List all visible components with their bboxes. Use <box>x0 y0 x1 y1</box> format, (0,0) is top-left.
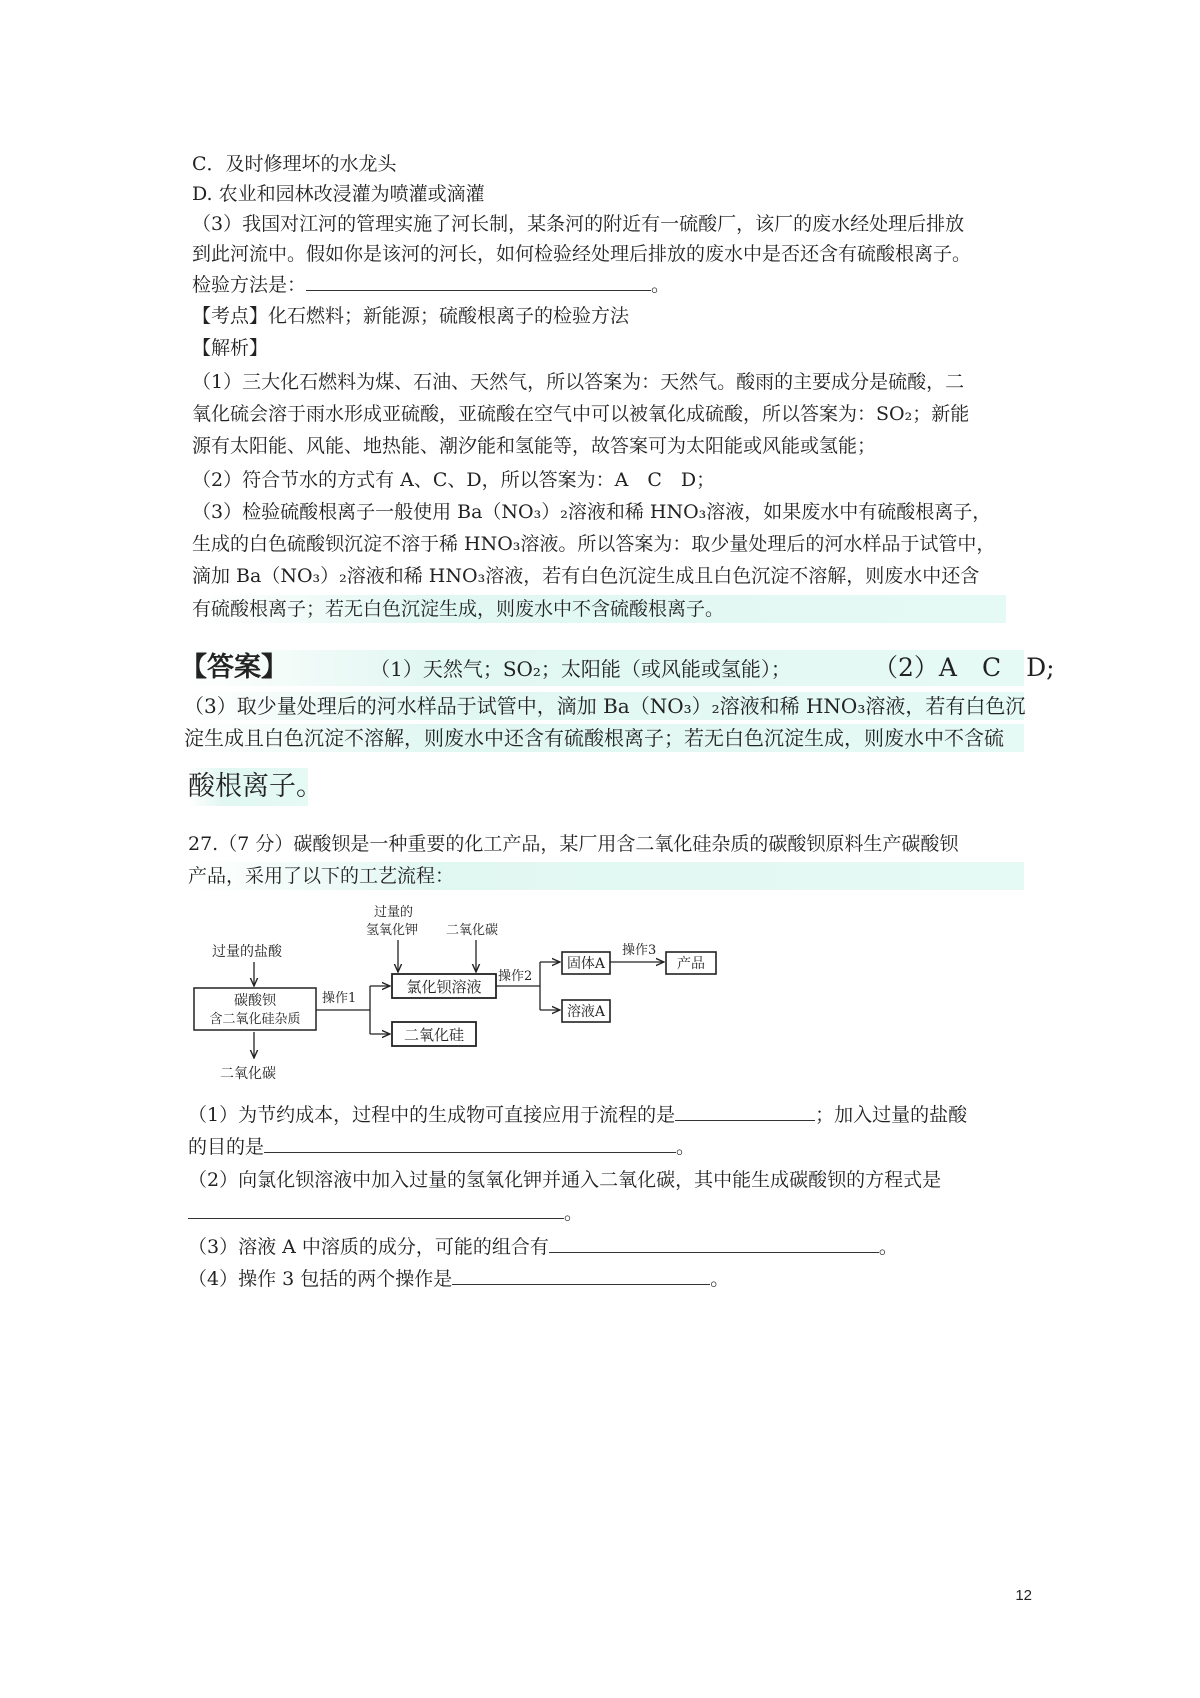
analysis-3-line-2: 生成的白色硫酸钡沉淀不溶于稀 HNO₃溶液。所以答案为：取少量处理后的河水样品于试管中， <box>192 533 996 555</box>
subq-1-text: （1）为节约成本，过程中的生成物可直接应用于流程的是 <box>188 1104 676 1126</box>
analysis-3-line-4: 有硫酸根离子；若无白色沉淀生成，则废水中不含硫酸根离子。 <box>192 595 1006 623</box>
subq-1-line-2 <box>188 1132 695 1161</box>
period: 。 <box>564 1202 584 1224</box>
q3-line-1: （3）我国对江河的管理实施了河长制，某条河的附近有一硫酸厂，该厂的废水经处理后排放 <box>192 213 965 235</box>
op2-label: 操作2 <box>498 969 533 984</box>
subq-4-text: （4）操作 3 包括的两个操作是 <box>188 1268 453 1290</box>
q3-method-label: 检验方法是： <box>192 274 307 296</box>
analysis-1-line-2: 氧化硫会溶于雨水形成亚硫酸，亚硫酸在空气中可以被氧化成硫酸，所以答案为：SO₂；新能 <box>192 403 970 425</box>
answer-line-1 <box>180 650 1055 686</box>
product-label: 产品 <box>677 956 705 972</box>
q27-line-2: 产品，采用了以下的工艺流程： <box>188 862 1024 890</box>
answer-blank[interactable] <box>675 1100 815 1121</box>
co2-in-label: 二氧化碳 <box>446 923 499 938</box>
sio2-label: 二氧化硅 <box>403 1026 465 1044</box>
page-number: 12 <box>1015 1587 1032 1604</box>
analysis-3-line-3: 滴加 Ba（NO₃）₂溶液和稀 HNO₃溶液，若有白色沉淀生成且白色沉淀不溶解，则废水中还含 <box>192 565 980 587</box>
option-d: D. 农业和园林改浸灌为喷灌或滴灌 <box>192 183 485 205</box>
q3-line-3 <box>192 270 670 299</box>
raw-material-line-2: 含二氧化硅杂质 <box>209 1012 301 1027</box>
co2-out-label: 二氧化碳 <box>220 1066 276 1082</box>
kaodian: 【考点】化石燃料；新能源；硫酸根离子的检验方法 <box>192 305 630 327</box>
answer-line-3: 淀生成且白色沉淀不溶解，则废水中还含有硫酸根离子；若无白色沉淀生成，则废水中不含硫 <box>184 724 1024 752</box>
subq-3 <box>188 1232 898 1261</box>
subq-4 <box>188 1264 729 1293</box>
period: 。 <box>651 274 671 296</box>
raw-material-line-1: 碳酸钡 <box>234 993 276 1009</box>
answer-blank[interactable] <box>188 1198 564 1219</box>
answer-part-2: （2）A C D; <box>873 653 1055 682</box>
subq-3-text: （3）溶液 A 中溶质的成分，可能的组合有 <box>188 1236 549 1258</box>
answer-blank[interactable] <box>306 270 651 291</box>
answer-blank[interactable] <box>264 1132 676 1153</box>
period: 。 <box>676 1136 696 1158</box>
answer-tag: 【答案】 <box>180 652 288 683</box>
period: 。 <box>878 1236 898 1258</box>
answer-line-4: 酸根离子。 <box>188 768 308 806</box>
process-flow-diagram <box>190 898 750 1088</box>
subq-2-line-1: （2）向氯化钡溶液中加入过量的氢氧化钾并通入二氧化碳，其中能生成碳酸钡的方程式是 <box>188 1169 942 1191</box>
subq-1-text-cont: ；加入过量的盐酸 <box>815 1104 968 1126</box>
q27-line-1: 27.（7 分）碳酸钡是一种重要的化工产品，某厂用含二氧化硅杂质的碳酸钡原料生产碳酸钡 <box>188 833 959 855</box>
op3-label: 操作3 <box>622 943 657 958</box>
subq-1-line-1 <box>188 1100 967 1129</box>
option-c: C．及时修理坏的水龙头 <box>192 153 397 175</box>
analysis-1-line-3: 源有太阳能、风能、地热能、潮汐能和氢能等，故答案可为太阳能或风能或氢能； <box>192 435 877 457</box>
subq-1-purpose: 的目的是 <box>188 1136 265 1158</box>
jiexi-heading: 【解析】 <box>192 337 269 359</box>
analysis-2: （2）符合节水的方式有 A、C、D，所以答案为：A C D； <box>192 469 716 491</box>
analysis-3-line-1: （3）检验硫酸根离子一般使用 Ba（NO₃）₂溶液和稀 HNO₃溶液，如果废水中有硫酸根离子， <box>192 501 992 523</box>
answer-line-2: （3）取少量处理后的河水样品于试管中，滴加 Ba（NO₃）₂溶液和稀 HNO₃溶液，若有白色沉 <box>184 694 1026 718</box>
excess-hcl-label: 过量的盐酸 <box>212 944 282 960</box>
answer-blank[interactable] <box>549 1232 879 1253</box>
bacl2-label: 氯化钡溶液 <box>406 978 482 996</box>
koh-label-line-2: 氢氧化钾 <box>366 923 419 938</box>
solid-a-label: 固体A <box>566 956 606 972</box>
q3-line-2: 到此河流中。假如你是该河的河长，如何检验经处理后排放的废水中是否还含有硫酸根离子。 <box>192 243 972 265</box>
koh-label-line-1: 过量的 <box>374 905 414 920</box>
analysis-1-line-1: （1）三大化石燃料为煤、石油、天然气，所以答案为：天然气。酸雨的主要成分是硫酸，二 <box>192 371 965 393</box>
solution-a-label: 溶液A <box>566 1004 606 1020</box>
op1-label: 操作1 <box>322 991 357 1006</box>
subq-2-line-2 <box>188 1198 583 1227</box>
answer-part-1: （1）天然气；SO₂；太阳能（或风能或氢能）； <box>370 657 791 681</box>
period: 。 <box>710 1268 730 1290</box>
answer-blank[interactable] <box>452 1264 710 1285</box>
